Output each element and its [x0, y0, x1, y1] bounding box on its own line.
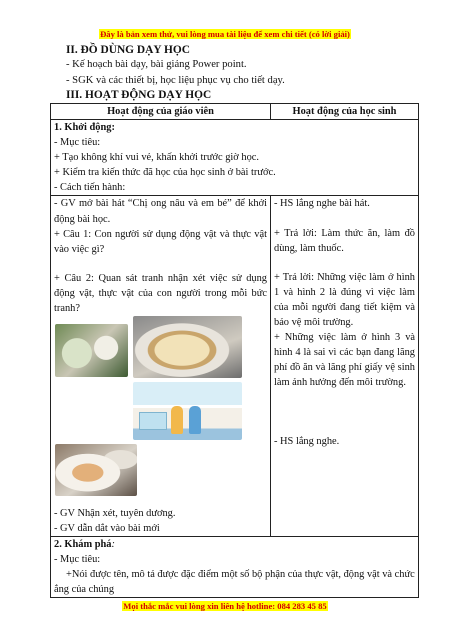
student-listen: - HS lắng nghe.	[274, 436, 340, 448]
part-1-row	[51, 120, 419, 196]
student-answer-3: + Những việc làm ở hình 3 và hình 4 là sai vì các bạn đang lãng phí đồ ăn và lãng phí giấy vệ sinh làm ảnh hưởng đến môi trường.	[274, 332, 415, 389]
section-2-heading: II. ĐỒ DÙNG DẠY HỌC	[66, 44, 190, 56]
table-header-row	[51, 104, 419, 120]
student-answer-1: + Trả lời: Làm thức ăn, làm đồ dùng, làm thuốc.	[274, 227, 415, 254]
part-2-title-line	[54, 537, 415, 552]
student-column-header: Hoạt động của học sinh	[271, 104, 419, 120]
objective-item: + Kiểm tra kiến thức đã học của học sinh ở bài trước.	[54, 167, 276, 179]
photo-wasted-food-image	[55, 444, 137, 496]
activity-table	[50, 103, 419, 598]
illustration-4	[54, 444, 267, 502]
part-1-cell	[51, 120, 419, 196]
teacher-song-step: - GV mở bài hát “Chị ong nâu và em bé” để khởi động bài học.	[54, 198, 267, 225]
objective-item: +Nói được tên, mô tả được đặc điểm một số bộ phận của thực vật, động vật và chức ắng của chúng	[54, 569, 415, 596]
teacher-activity-cell	[51, 196, 271, 537]
part-2-row	[51, 537, 419, 598]
teacher-question-1: + Câu 1: Con người sử dụng động vật và thực vật vào việc gì?	[54, 228, 267, 255]
teacher-column-header: Hoạt động của giáo viên	[51, 104, 271, 120]
part-1-title: 1. Khởi động:	[54, 122, 115, 134]
teacher-lead-in: - GV dẫn dắt vào bài mới	[54, 523, 160, 535]
section-2-item: - SGK và các thiết bị, học liệu phục vụ cho tiết dạy.	[66, 75, 285, 86]
procedure-label: - Cách tiến hành:	[54, 182, 126, 194]
illustration-group	[54, 316, 267, 444]
section-3-heading: III. HOẠT ĐỘNG DẠY HỌC	[66, 89, 212, 101]
part-2-cell	[51, 537, 419, 598]
hotline-banner: Mọi thắc mắc vui lòng xin liên hệ hotline: 084 283 45 85	[123, 601, 327, 611]
photo-leftover-plate-image	[133, 316, 242, 378]
student-activity-cell	[271, 196, 419, 537]
section-2-item: - Kế hoạch bài dạy, bài giảng Power point.	[66, 59, 247, 70]
photo-children-washing-image	[133, 382, 242, 440]
objective-label: - Mục tiêu:	[54, 137, 101, 149]
teacher-remark: - GV Nhận xét, tuyên dương.	[54, 508, 176, 520]
preview-banner: Đây là bản xem thử, vui lòng mua tài liệu để xem chi tiết (có lời giải)	[100, 29, 350, 39]
teacher-question-2: + Câu 2: Quan sát tranh nhận xét việc sử dụng động vật, thực vật của con người trong mỗi bức tranh?	[54, 272, 267, 314]
student-listen-song: - HS lắng nghe bài hát.	[274, 198, 370, 210]
part-2-title: 2. Khám phá	[54, 539, 112, 551]
photo-saving-image	[55, 324, 128, 377]
objective-label: - Mục tiêu:	[54, 554, 101, 566]
objective-item: + Tạo không khí vui vẻ, khấn khởi trước giờ học.	[54, 152, 259, 164]
part-2-title-suffix: :	[111, 539, 115, 551]
student-answer-2: + Trả lời: Những việc làm ở hình 1 và hình 2 là đúng vì việc làm của mỗi người đang tiết kiệm và bảo vệ môi trường.	[274, 271, 415, 328]
activity-row	[51, 196, 419, 537]
